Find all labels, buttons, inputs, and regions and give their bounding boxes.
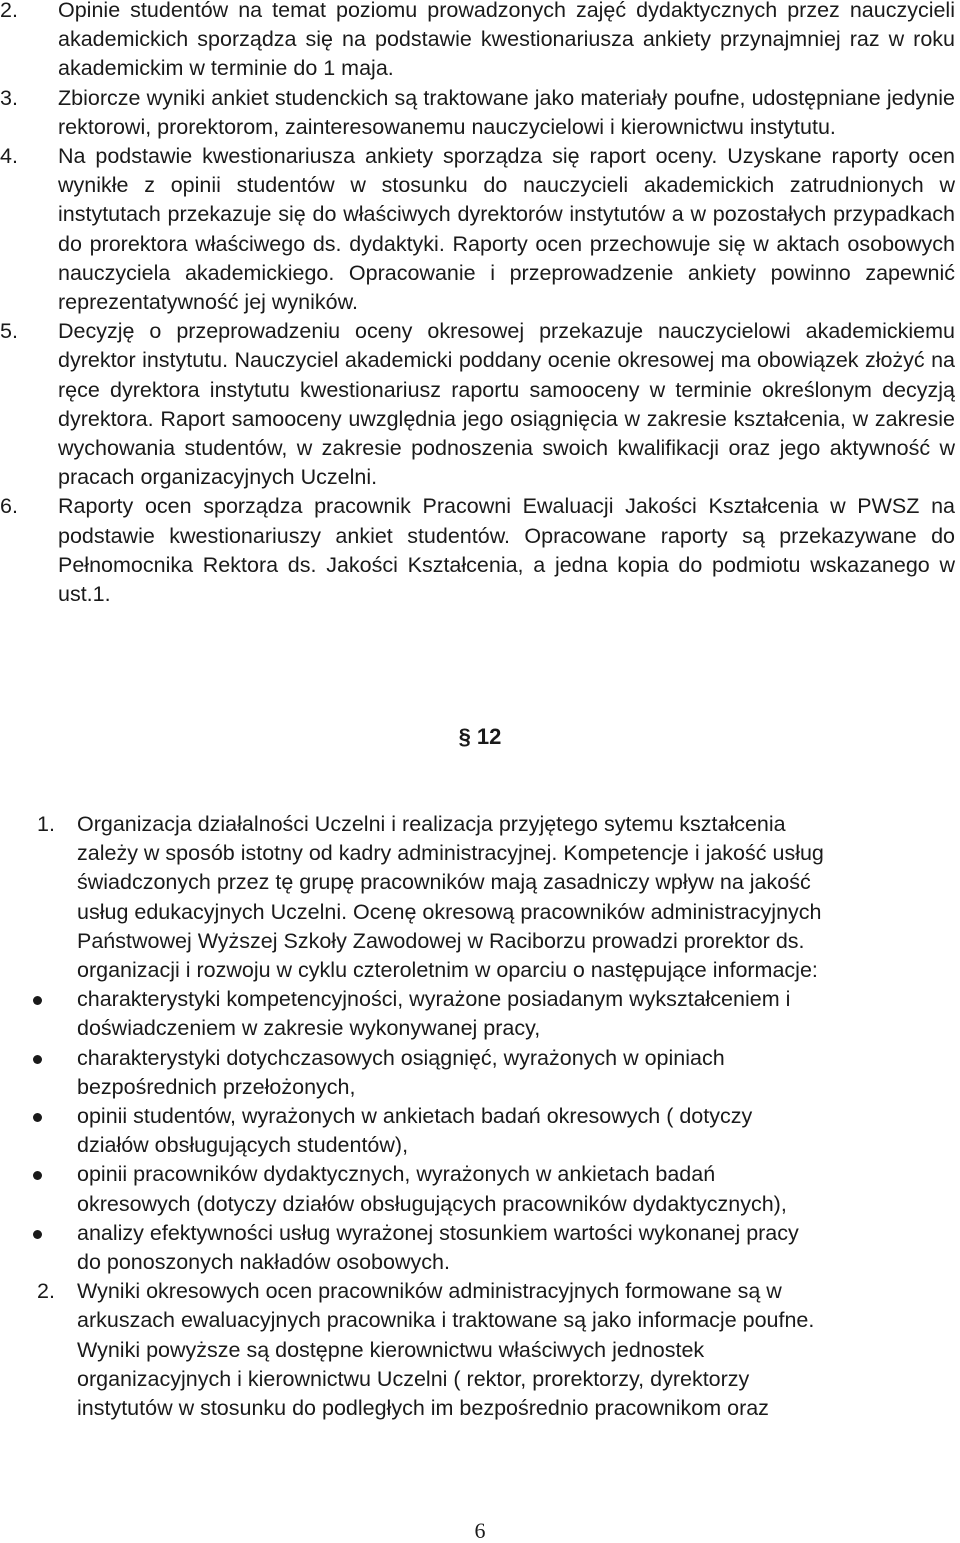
bullet-item [0, 985, 960, 1043]
text-line: organizacji i rozwoju w cyklu czteroletnim w oparciu o następujące informacje: [77, 958, 818, 983]
item-text: Raporty ocen sporządza pracownik Pracowni Ewaluacji Jakości Kształcenia w PWSZ na podstawie kwestionariuszy ankiet studentów. Opracowane raporty są przekazywane do Pełnomocnika Rektora ds. Jakości Kształcenia, a jedna kopia do podmiotu wskazanego w ust.1. [58, 494, 955, 607]
text-line: świadczonych przez tę grupę pracowników mają zasadniczy wpływ na jakość [77, 870, 811, 895]
item-number: 2. [37, 1279, 55, 1304]
list-item [0, 810, 960, 985]
item-number: 2. [0, 0, 18, 22]
bullet-icon [33, 1171, 42, 1180]
list-item [0, 84, 955, 142]
bullet-item [0, 1219, 960, 1277]
text-line: doświadczeniem w zakresie wykonywanej pracy, [77, 1016, 541, 1041]
text-line: okresowych (dotyczy działów obsługujących pracowników dydaktycznych), [77, 1191, 787, 1216]
list-item [0, 317, 955, 492]
text-line: bezpośrednich przełożonych, [77, 1074, 356, 1099]
item-text: Na podstawie kwestionariusza ankiety sporządza się raport oceny. Uzyskane raporty ocen wynikłe z opinii studentów w stosunku do nauczycieli akademickich zatrudnionych w instytutach przekazuje się do właściwych dyrektorów instytutów a w pozostałych przypadkach do prorektora właściwego ds. dydaktyki. Raporty ocen przechowuje się w aktach osobowych nauczyciela akademickiego. Opracowanie i przeprowadzenie ankiety powinno zapewnić reprezentatywność jej wyników. [58, 144, 955, 315]
bullet-icon [33, 1055, 42, 1064]
item-number: 4. [0, 144, 18, 169]
list-item [0, 492, 955, 609]
item-number: 5. [0, 319, 18, 344]
text-line: Państwowej Wyższej Szkoły Zawodowej w Raciborzu prowadzi prorektor ds. [77, 928, 805, 953]
numbered-list-top [0, 0, 955, 609]
bullet-icon [33, 1113, 42, 1122]
text-line: charakterystyki kompetencyjności, wyrażone posiadanym wykształceniem i [77, 987, 791, 1012]
text-line: Organizacja działalności Uczelni i realizacja przyjętego sytemu kształcenia [77, 812, 786, 836]
text-line: opinii studentów, wyrażonych w ankietach badań okresowych ( dotyczy [77, 1104, 753, 1129]
numbered-list-bottom [0, 810, 960, 1423]
item-text: Decyzję o przeprowadzeniu oceny okresowej przekazuje nauczycielowi akademickiemu dyrektor instytutu. Nauczyciel akademicki poddany ocenie okresowej ma obowiązek złożyć na ręce dyrektora instytutu kwestionariusz raportu samooceny w terminie określonym decyzją dyrektora. Raport samooceny uwzględnia jego osiągnięcia w zakresie kształcenia, w zakresie wychowania studentów, w zakresie podnoszenia swoich kwalifikacji oraz jego aktywność w pracach organizacyjnych Uczelni. [58, 319, 955, 490]
bullet-item [0, 1044, 960, 1102]
text-line: charakterystyki dotychczasowych osiągnięć, wyrażonych w opiniach [77, 1045, 725, 1070]
list-item [0, 1277, 960, 1423]
text-line: arkuszach ewaluacyjnych pracownika i traktowane są jako informacje poufne. [77, 1308, 815, 1333]
bullet-item [0, 1102, 960, 1160]
text-line: organizacyjnych i kierownictwu Uczelni ( rektor, prorektorzy, dyrektorzy [77, 1366, 750, 1391]
text-line: działów obsługujących studentów), [77, 1133, 409, 1158]
bullet-icon [33, 996, 42, 1005]
page-number: 6 [474, 1518, 486, 1543]
text-line: instytutów w stosunku do podległych im bezpośrednio pracownikom oraz [77, 1396, 769, 1421]
item-number: 6. [0, 494, 18, 519]
text-line: analizy efektywności usług wyrażonej stosunkiem wartości wykonanej pracy [77, 1220, 799, 1245]
text-line: Wyniki powyższe są dostępne kierownictwu właściwych jednostek [77, 1337, 705, 1362]
section-heading: § 12 [458, 724, 502, 749]
text-line: Wyniki okresowych ocen pracowników administracyjnych formowane są w [77, 1279, 782, 1304]
list-item [0, 142, 955, 317]
bullet-icon [33, 1230, 42, 1239]
item-text: Zbiorcze wyniki ankiet studenckich są traktowane jako materiały poufne, udostępniane jedynie rektorowi, prorektorom, zainteresowanemu nauczycielowi i kierownictwu instytutu. [58, 85, 955, 139]
list-item [0, 0, 955, 84]
item-number: 1. [37, 812, 55, 836]
text-line: opinii pracowników dydaktycznych, wyrażonych w ankietach badań [77, 1162, 716, 1187]
text-line: usług edukacyjnych Uczelni. Ocenę okresową pracowników administracyjnych [77, 899, 822, 924]
text-line: zależy w sposób istotny od kadry administracyjnej. Kompetencje i jakość usług [77, 841, 824, 866]
bullet-item [0, 1160, 960, 1218]
text-line: do ponoszonych nakładów osobowych. [77, 1250, 450, 1275]
item-text: Opinie studentów na temat poziomu prowadzonych zajęć dydaktycznych przez nauczycieli akademickich sporządza się na podstawie kwestionariusza ankiety przynajmniej raz w roku akademickim w terminie do 1 maja. [58, 0, 955, 81]
item-number: 3. [0, 85, 18, 110]
